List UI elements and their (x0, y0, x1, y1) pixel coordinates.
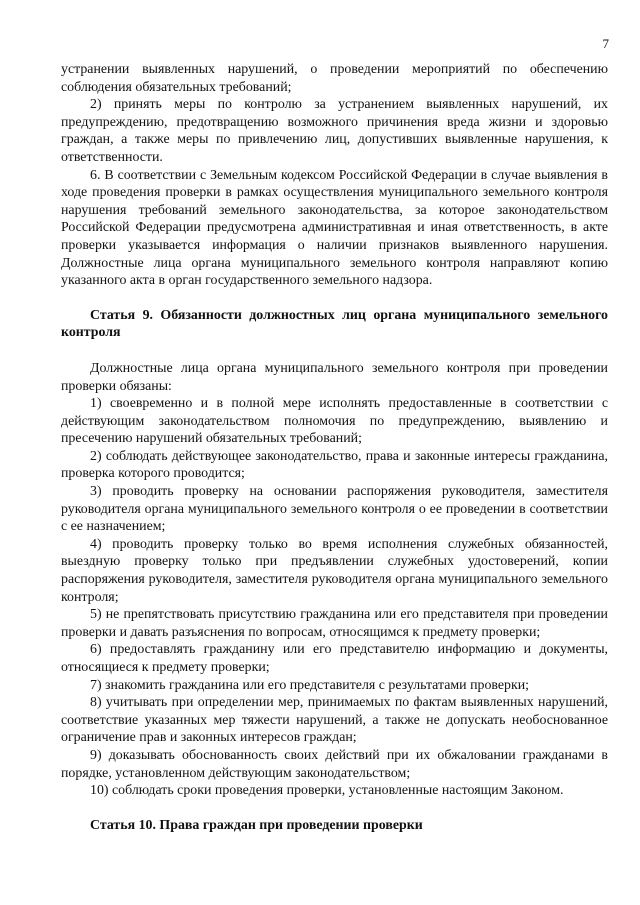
paragraph-point-6: 6. В соответствии с Земельным кодексом Российской Федерации в случае выявления в ходе проведения проверки в рамках осуществления муниципального земельного контроля нарушения требований земельного законодательства, за которое законодательством Российской Федерации предусмотрена административная и иная ответственность, в акте проверки указывается информация о наличии признаков выявленного нарушения. Должностные лица органа муниципального земельного контроля направляют копию указанного акта в орган государственного земельного надзора. (61, 167, 608, 289)
article-9-heading: Статья 9. Обязанности должностных лиц органа муниципального земельного контроля (61, 307, 608, 341)
article-9-item-10: 10) соблюдать сроки проведения проверки, установленные настоящим Законом. (90, 783, 564, 799)
paragraph-continuation: устранении выявленных нарушений, о проведении мероприятий по обеспечению соблюдения обязательных требований; (61, 62, 608, 95)
article-9-item-1: 1) своевременно и в полной мере исполнять предоставленные в соответствии с действующим законодательством полномочия по предупреждению, выявлению и пресечению нарушений обязательных требований; (61, 396, 608, 447)
article-10-heading: Статья 10. Права граждан при проведении проверки (90, 817, 423, 833)
article-9-item-9: 9) доказывать обоснованность своих действий при их обжаловании гражданами в порядке, установленном действующим законодательством; (61, 747, 608, 781)
article-9-item-5: 5) не препятствовать присутствию гражданина или его представителя при проведении проверки и давать разъяснения по вопросам, относящимся к предмету проверки; (61, 607, 608, 640)
article-9-intro: Должностные лица органа муниципального земельного контроля при проведении проверки обязаны: (61, 360, 608, 394)
article-9-item-3: 3) проводить проверку на основании распоряжения руководителя, заместителя руководителя органа муниципального земельного контроля о ее проведении в соответствии с ее назначением; (61, 484, 608, 535)
article-9-item-2: 2) соблюдать действующее законодательство, права и законные интересы гражданина, проверка которого проводится; (61, 448, 608, 482)
article-9-item-4: 4) проводить проверку только во время исполнения служебных обязанностей, выездную проверку только при предъявлении служебных удостоверений, копии распоряжения руководителя, заместителя руководителя органа муниципального земельного контроля; (61, 536, 608, 605)
document-body (61, 61, 608, 834)
article-9-item-8: 8) учитывать при определении мер, принимаемых по фактам выявленных нарушений, соответствие указанных мер тяжести нарушений, а также не допускать необоснованное ограничение прав и законных интересов граждан; (61, 695, 608, 746)
paragraph-item-2: 2) принять меры по контролю за устранением выявленных нарушений, их предупреждению, предотвращению возможного причинения вреда жизни и здоровью граждан, а также меры по привлечению лиц, допустивших выявленные нарушения, к ответственности. (61, 97, 608, 165)
article-9-item-7: 7) знакомить гражданина или его представителя с результатами проверки; (90, 677, 530, 693)
page-number: 7 (602, 36, 609, 51)
article-9-item-6: 6) предоставлять гражданину или его представителю информацию и документы, относящиеся к предмету проверки; (61, 642, 608, 675)
